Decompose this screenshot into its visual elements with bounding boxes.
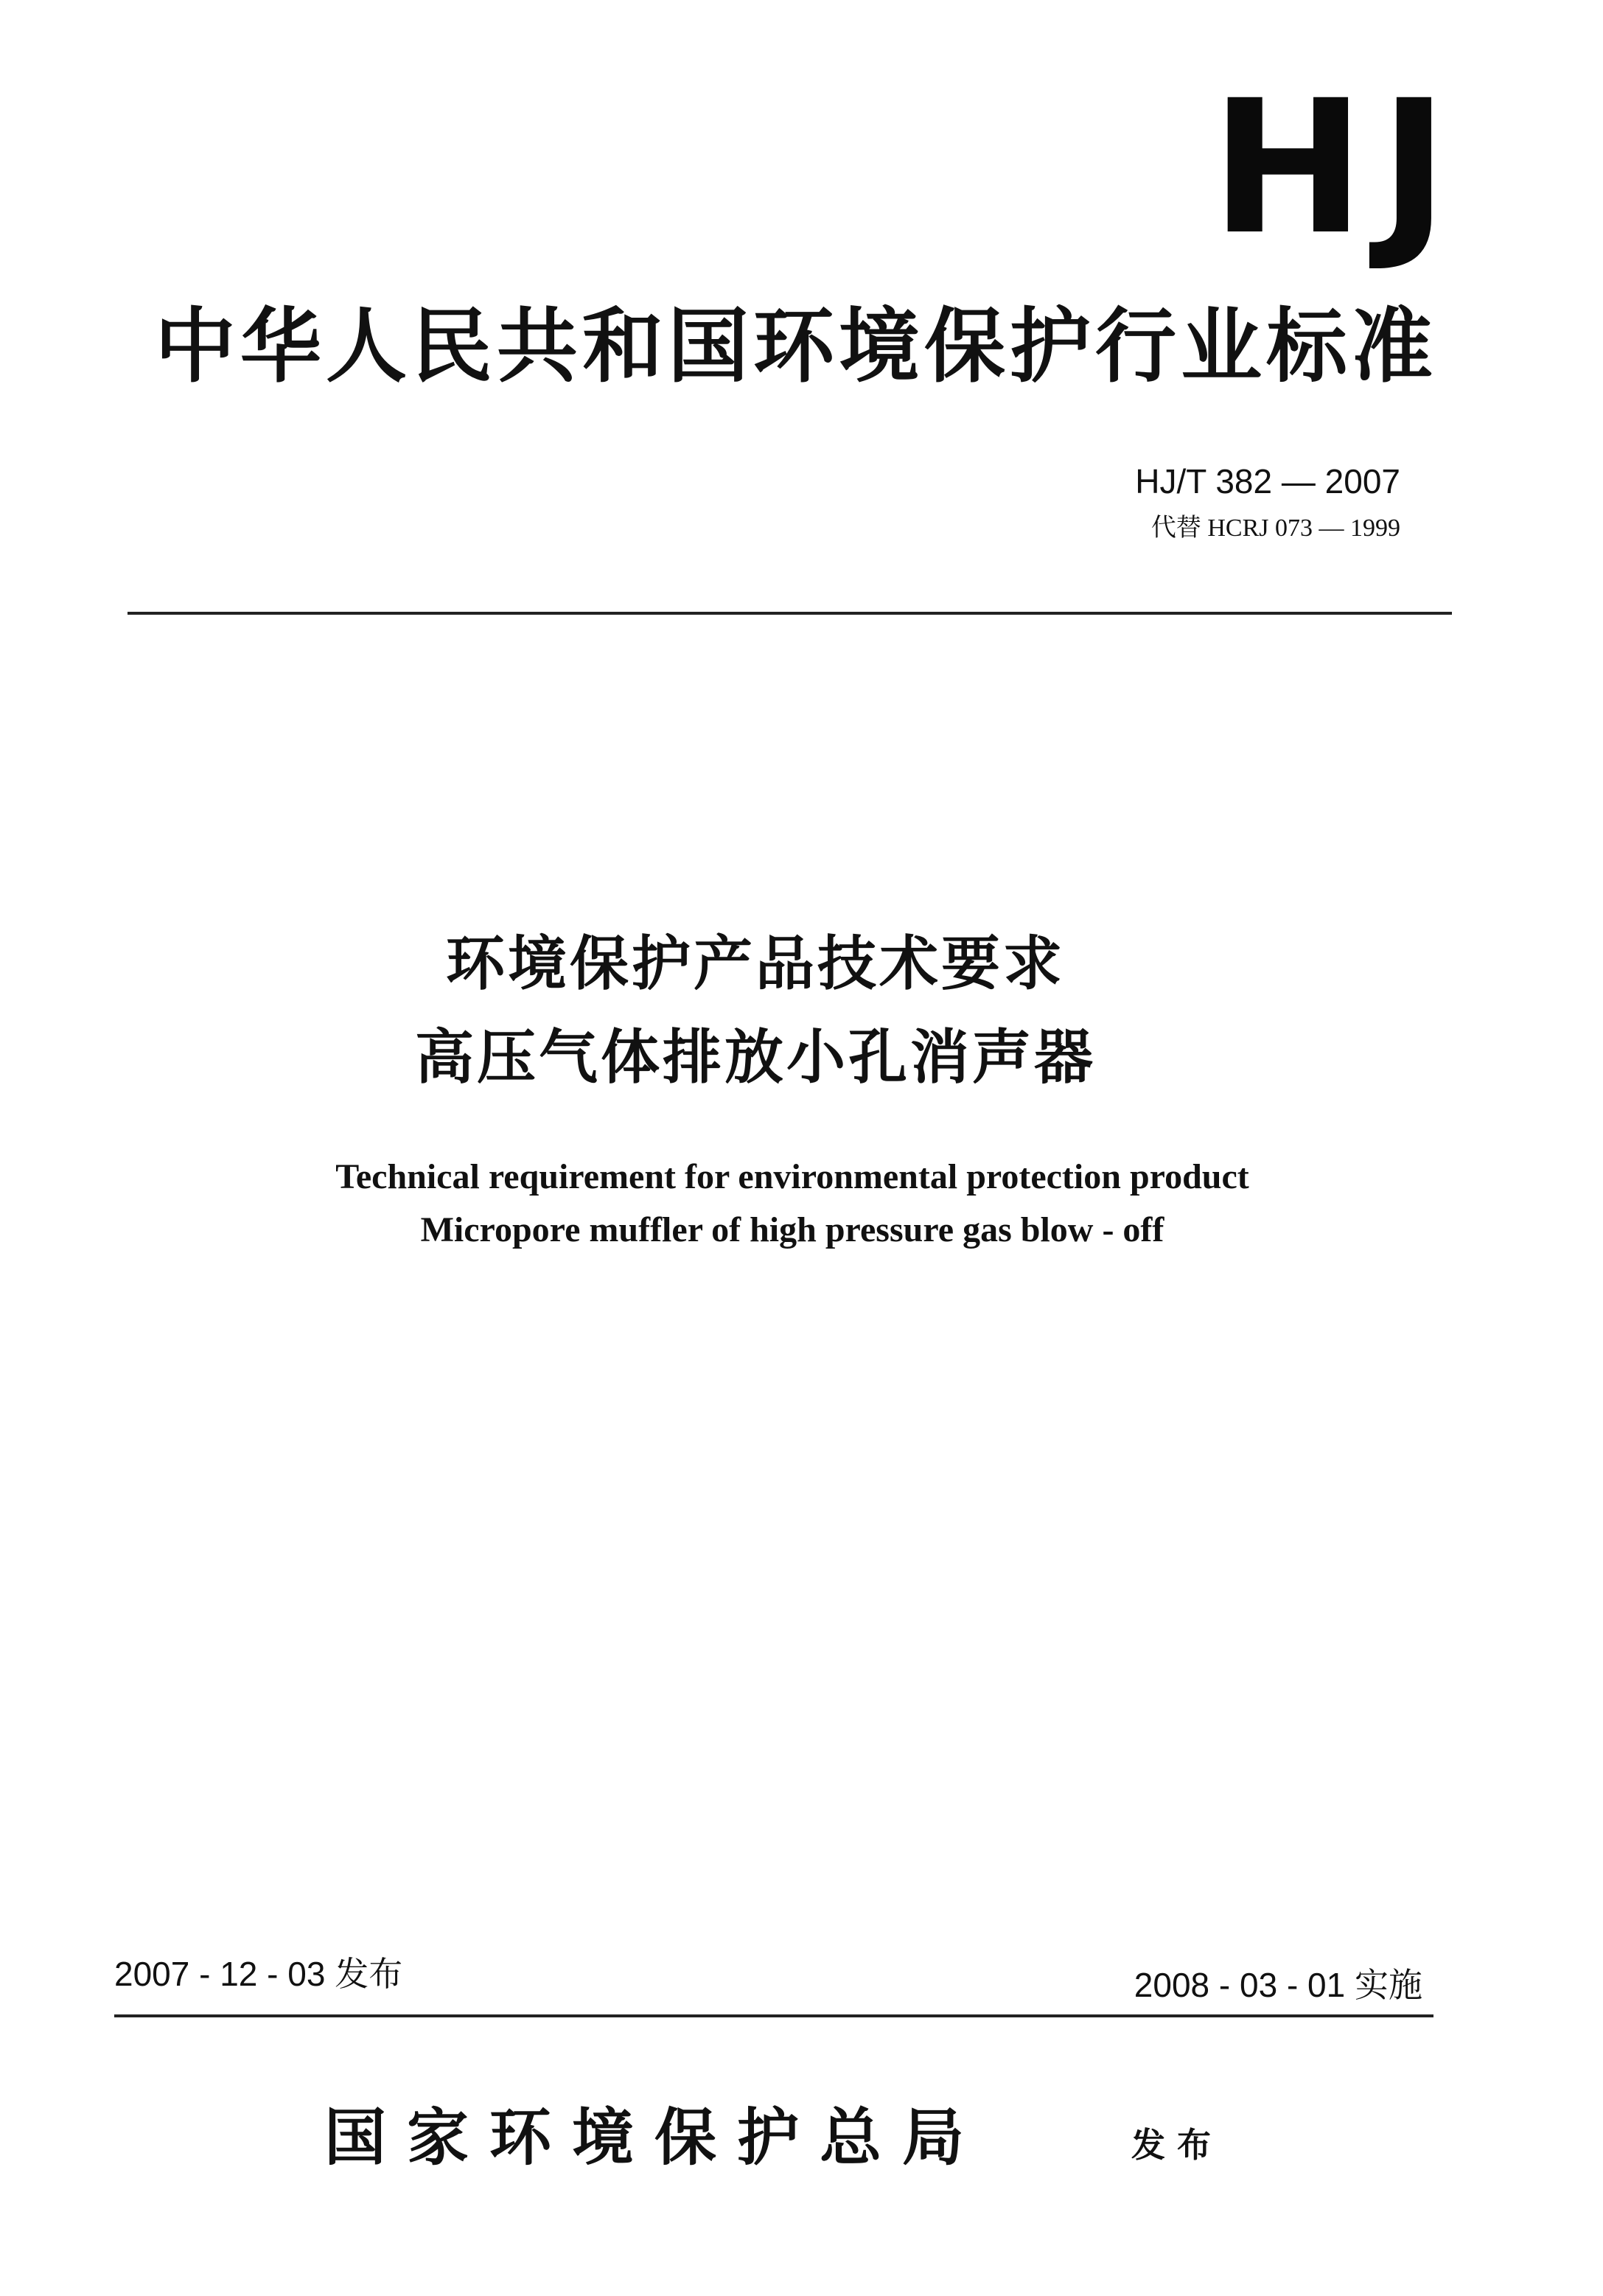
standard-category-title: 中华人民共和国环境保护行业标准 [155, 299, 1437, 394]
issued-label: 发布 [1131, 2125, 1223, 2165]
issue-date: 2007 - 12 - 03 发布 [114, 1955, 403, 1993]
effective-date: 2008 - 03 - 01 实施 [1134, 1966, 1422, 2004]
document-title-cn-line1: 环境保护产品技术要求 [446, 929, 1065, 998]
hj-logo: HJ [1210, 60, 1463, 275]
document-title-en-line2: Micropore muffler of high pressure gas blow - off [420, 1210, 1164, 1249]
footer-divider [114, 2014, 1433, 2017]
document-title-en-line1: Technical requirement for environmental protection product [335, 1157, 1249, 1196]
standard-code: HJ/T 382 — 2007 [1135, 462, 1400, 500]
header-divider [128, 612, 1452, 615]
issuing-authority: 国家环境保护总局 [324, 2101, 985, 2174]
replaces-standard: 代替 HCRJ 073 — 1999 [1150, 514, 1400, 542]
document-title-cn-line2: 高压气体排放小孔消声器 [415, 1023, 1096, 1092]
